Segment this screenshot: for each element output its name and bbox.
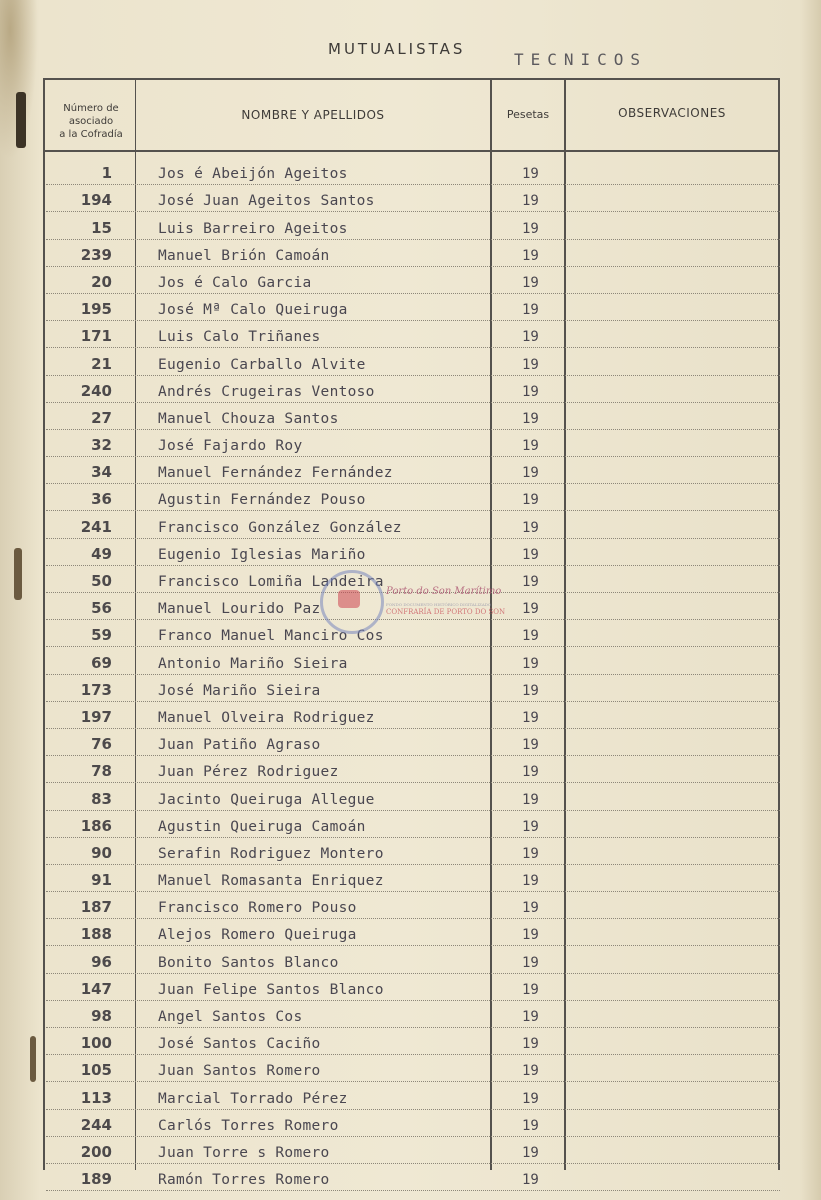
- table-row: [46, 511, 780, 538]
- member-pesetas: 19: [522, 628, 539, 645]
- member-number: 100: [80, 1034, 112, 1053]
- member-name: Francisco Romero Pouso: [158, 900, 357, 917]
- member-name: Luis Calo Triñanes: [158, 329, 321, 346]
- table-row: [46, 294, 780, 321]
- table-row: [46, 892, 780, 919]
- member-number: 187: [80, 898, 112, 917]
- member-name: Agustin Fernández Pouso: [158, 492, 366, 509]
- member-name: Serafin Rodriguez Montero: [158, 845, 384, 862]
- member-number: 173: [80, 680, 112, 699]
- member-name: Manuel Fernández Fernández: [158, 465, 393, 482]
- member-number: 36: [91, 490, 112, 509]
- table-row: [46, 348, 780, 375]
- member-name: Manuel Lourido Paz: [158, 601, 321, 618]
- member-number: 76: [91, 735, 112, 754]
- member-pesetas: 19: [522, 954, 539, 971]
- member-number: 195: [80, 300, 112, 319]
- member-number: 240: [80, 381, 112, 400]
- table-row: [46, 729, 780, 756]
- member-pesetas: 19: [522, 492, 539, 509]
- table-row: [46, 484, 780, 511]
- table-row: [46, 783, 780, 810]
- document-typed-title: TECNICOS: [514, 50, 648, 69]
- table-row: [46, 212, 780, 239]
- table-row: [46, 1137, 780, 1164]
- member-name: Jacinto Queiruga Allegue: [158, 791, 375, 808]
- member-number: 50: [91, 572, 112, 590]
- member-pesetas: 19: [522, 1009, 539, 1025]
- member-number: 194: [80, 191, 112, 210]
- member-name: Juan Torre s Romero: [158, 1144, 330, 1161]
- member-name: Manuel Brión Camoán: [158, 247, 330, 264]
- member-number: 59: [91, 626, 112, 645]
- member-pesetas: 19: [522, 682, 539, 699]
- member-name: Francisco Lomiña Landeira: [158, 574, 384, 590]
- member-pesetas: 19: [522, 329, 539, 346]
- member-number: 90: [91, 843, 112, 862]
- member-number: 78: [91, 762, 112, 781]
- table-row: [46, 376, 780, 403]
- member-number: 147: [80, 979, 112, 998]
- archive-watermark: [312, 568, 506, 640]
- member-number: 34: [91, 463, 112, 482]
- member-number: 20: [91, 272, 112, 291]
- member-number: 49: [91, 544, 112, 563]
- binding-mark: [14, 548, 22, 600]
- member-number: 83: [91, 789, 112, 808]
- member-name: Antonio Mariño Sieira: [158, 655, 348, 672]
- member-pesetas: 19: [522, 873, 539, 890]
- member-name: Angel Santos Cos: [158, 1009, 303, 1025]
- column-header-number-line: asociado: [68, 116, 114, 127]
- watermark-line: FONDO DOCUMENTO HISTÓRICO DIGITALIZADO: [386, 602, 492, 607]
- member-name: Manuel Chouza Santos: [158, 410, 339, 427]
- member-number: 113: [80, 1088, 112, 1107]
- member-number: 27: [91, 408, 112, 427]
- member-name: Eugenio Iglesias Mariño: [158, 546, 366, 563]
- member-number: 197: [80, 707, 112, 726]
- column-header-number-line: Número de: [63, 103, 119, 114]
- table-row: [46, 675, 780, 702]
- table-row: [46, 539, 780, 566]
- table-row: [46, 240, 780, 267]
- member-pesetas: 19: [522, 220, 539, 237]
- member-name: Andrés Crugeiras Ventoso: [158, 383, 375, 400]
- table-row: [46, 1082, 780, 1109]
- binding-mark: [16, 92, 26, 148]
- column-header-name: NOMBRE Y APELLIDOS: [241, 108, 385, 122]
- member-pesetas: 19: [522, 1063, 539, 1080]
- member-name: Jos é Abeijón Ageitos: [158, 166, 348, 183]
- watermark-line: CONFRARÍA DE PORTO DO SON: [386, 608, 506, 616]
- table-row: [46, 946, 780, 973]
- table-row: [46, 647, 780, 674]
- member-pesetas: 19: [522, 166, 539, 183]
- document-title: MUTUALISTAS: [328, 40, 466, 58]
- member-pesetas: 19: [522, 465, 539, 482]
- table-row: [46, 838, 780, 865]
- table-row: [46, 321, 780, 348]
- member-pesetas: 19: [522, 818, 539, 835]
- member-pesetas: 19: [522, 900, 539, 917]
- column-header-pesetas: Pesetas: [506, 108, 550, 121]
- table-row: [46, 185, 780, 212]
- member-number: 189: [80, 1170, 112, 1189]
- member-name: Juan Pérez Rodriguez: [158, 764, 339, 781]
- member-name: Alejos Romero Queiruga: [158, 927, 357, 944]
- member-name: Jos é Calo Garcia: [158, 274, 312, 291]
- member-name: Eugenio Carballo Alvite: [158, 356, 366, 373]
- column-header-observations: OBSERVACIONES: [618, 106, 726, 120]
- member-number: 91: [91, 871, 112, 890]
- member-number: 15: [91, 218, 112, 237]
- watermark-line: Porto do Son Marítimo: [386, 586, 502, 597]
- member-name: Franco Manuel Manciro Cos: [158, 628, 384, 645]
- table-row: [46, 1028, 780, 1055]
- member-name: José Juan Ageitos Santos: [158, 193, 375, 210]
- table-row: [46, 267, 780, 294]
- member-pesetas: 19: [522, 247, 539, 264]
- member-name: Manuel Olveira Rodriguez: [158, 709, 375, 726]
- member-name: José Fajardo Roy: [158, 438, 303, 455]
- member-pesetas: 19: [522, 1144, 539, 1161]
- member-list: [46, 158, 780, 1191]
- member-pesetas: 19: [522, 764, 539, 781]
- member-pesetas: 19: [522, 519, 539, 536]
- member-pesetas: 19: [522, 927, 539, 944]
- binding-mark: [30, 1036, 36, 1082]
- member-pesetas: 19: [522, 1036, 539, 1053]
- member-number: 98: [91, 1007, 112, 1025]
- member-pesetas: 19: [522, 193, 539, 210]
- table-row: [46, 702, 780, 729]
- header-rule: [43, 150, 780, 152]
- table-row: [46, 974, 780, 1001]
- member-pesetas: 19: [522, 981, 539, 998]
- member-pesetas: 19: [522, 1117, 539, 1134]
- member-name: Juan Felipe Santos Blanco: [158, 981, 384, 998]
- member-pesetas: 19: [522, 274, 539, 291]
- member-name: José Mª Calo Queiruga: [158, 302, 348, 319]
- member-pesetas: 19: [522, 356, 539, 373]
- column-header-number-line: a la Cofradía: [59, 129, 123, 140]
- member-number: 241: [80, 517, 112, 536]
- table-row: [46, 1055, 780, 1082]
- member-number: 56: [91, 599, 112, 618]
- member-pesetas: 19: [522, 791, 539, 808]
- member-number: 1: [101, 164, 112, 183]
- table-row: [46, 1110, 780, 1137]
- anchor-icon: [338, 590, 360, 608]
- member-number: 32: [91, 436, 112, 455]
- member-name: Ramón Torres Romero: [158, 1172, 330, 1189]
- member-number: 186: [80, 816, 112, 835]
- member-number: 244: [80, 1115, 112, 1134]
- table-row: [46, 158, 780, 185]
- member-name: Juan Patiño Agraso: [158, 737, 321, 754]
- member-pesetas: 19: [522, 737, 539, 754]
- member-name: Francisco González González: [158, 519, 402, 536]
- member-name: Luis Barreiro Ageitos: [158, 220, 348, 237]
- member-pesetas: 19: [522, 438, 539, 455]
- member-number: 105: [80, 1061, 112, 1080]
- member-name: Juan Santos Romero: [158, 1063, 321, 1080]
- member-pesetas: 19: [522, 302, 539, 319]
- member-name: Agustin Queiruga Camoán: [158, 818, 366, 835]
- member-number: 21: [91, 354, 112, 373]
- table-row: [46, 865, 780, 892]
- member-pesetas: 19: [522, 655, 539, 672]
- table-row: [46, 457, 780, 484]
- table-row: [46, 430, 780, 457]
- table-row: [46, 1001, 780, 1028]
- member-name: Carlós Torres Romero: [158, 1117, 339, 1134]
- member-pesetas: 19: [522, 845, 539, 862]
- member-pesetas: 19: [522, 1090, 539, 1107]
- member-pesetas: 19: [522, 410, 539, 427]
- table-row: [46, 811, 780, 838]
- table-row: [46, 919, 780, 946]
- member-name: José Santos Caciño: [158, 1036, 321, 1053]
- member-name: Marcial Torrado Pérez: [158, 1090, 348, 1107]
- member-pesetas: 19: [522, 601, 539, 618]
- member-number: 188: [80, 925, 112, 944]
- member-pesetas: 19: [522, 383, 539, 400]
- member-number: 96: [91, 952, 112, 971]
- member-number: 171: [80, 327, 112, 346]
- member-name: Bonito Santos Blanco: [158, 954, 339, 971]
- table-row: [46, 1164, 780, 1191]
- member-number: 239: [80, 245, 112, 264]
- member-pesetas: 19: [522, 546, 539, 563]
- column-header-number: [48, 102, 134, 141]
- table-row: [46, 756, 780, 783]
- table-row: [46, 403, 780, 430]
- member-number: 200: [80, 1142, 112, 1161]
- member-pesetas: 19: [522, 709, 539, 726]
- member-name: Manuel Romasanta Enriquez: [158, 873, 384, 890]
- member-number: 69: [91, 653, 112, 672]
- member-name: José Mariño Sieira: [158, 682, 321, 699]
- member-pesetas: 19: [522, 1172, 539, 1189]
- member-pesetas: 19: [522, 574, 539, 590]
